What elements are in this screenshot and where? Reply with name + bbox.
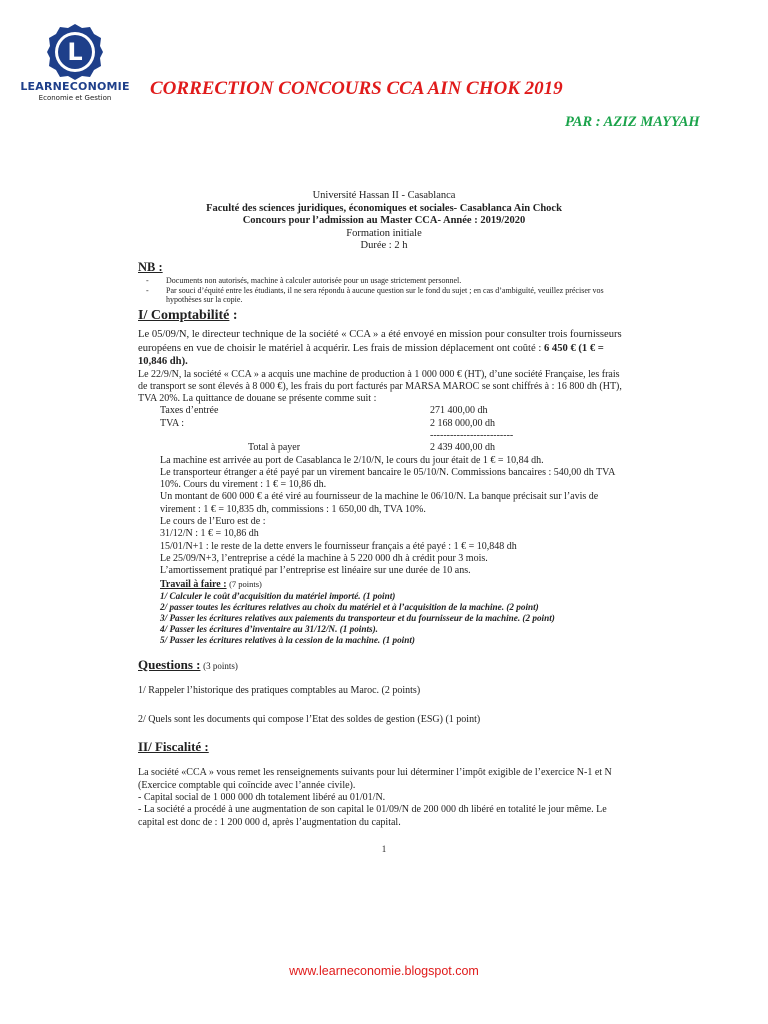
questions-points: (3 points) bbox=[203, 660, 238, 671]
tasks-title: Travail à faire : bbox=[160, 578, 227, 590]
nb-item: - Par souci d’équité entre les étudiants, il ne sera répondu à aucune question sur le fond du sujet ; en cas d’ambiguïté, veuillez préciser vos hypothèses sur la copie. bbox=[138, 286, 630, 305]
event-line: 15/01/N+1 : le reste de la dette envers le fournisseur français a été payé : 1 € = 10,848 dh bbox=[160, 540, 517, 552]
customs-label: Taxes d’entrée bbox=[160, 405, 219, 417]
fiscal-line: - La société a procédé à une augmentation de son capital le 01/09/N de 200 000 dh libéré en totalité le jour même. Le capital est donc de : 1 200 000 d, après l’augmentation du capital. bbox=[138, 804, 607, 828]
fiscal-line: La société «CCA » vous remet les renseignements suivants pour lui déterminer l’impôt exigible de l’exercice N-1 et N (Exercice comptable qui coïncide avec l’année civile). bbox=[138, 767, 612, 791]
nb-list bbox=[138, 276, 630, 305]
faculty-name: Faculté des sciences juridiques, économiques et sociales- Casablanca Ain Chock bbox=[206, 202, 562, 214]
paragraph-acquisition: Le 22/9/N, la société « CCA » a acquis une machine de production à 1 000 000 € (HT), d’une société Française, les frais de transport se sont élevés à 8 000 €), les frais du port facturés par MARSA MAROC se sont chiffrés à : 16 800 dh (HT), TVA 20%. La quittance de douane se présente comme suit : bbox=[138, 368, 622, 405]
fiscal-paragraphs bbox=[138, 767, 630, 828]
task-item bbox=[160, 624, 630, 635]
exam-name: Concours pour l’admission au Master CCA- Année : 2019/2020 bbox=[242, 215, 526, 226]
task-text: 4/ Passer les écritures d’inventaire au 31/12/N. bbox=[160, 623, 338, 634]
logo-name: LEARNECONOMIE bbox=[20, 80, 130, 93]
logo-letter: L bbox=[67, 38, 83, 66]
tasks-points: (7 points) bbox=[229, 578, 262, 589]
logo-badge-icon bbox=[45, 22, 105, 82]
paragraph-mission bbox=[138, 328, 630, 369]
fiscal-line: - Capital social de 1 000 000 dh totalement libéré au 01/01/N. bbox=[138, 792, 386, 804]
event-line: L’amortissement pratiqué par l’entreprise est linéaire sur une durée de 10 ans. bbox=[160, 565, 471, 577]
event-line: Le cours de l’Euro est de : bbox=[160, 516, 266, 528]
task-text: 3/ Passer les écritures relatives aux paiements du transporteur et du fournisseur de la machine. bbox=[160, 612, 521, 623]
task-points: (1 point) bbox=[382, 634, 415, 645]
customs-row bbox=[160, 418, 630, 430]
questions-title: Questions : bbox=[138, 656, 201, 672]
exam-document bbox=[138, 190, 630, 856]
task-text: 1/ Calculer le coût d’acquisition du matériel importé. bbox=[160, 590, 361, 601]
events-list bbox=[138, 455, 630, 646]
customs-label: TVA : bbox=[160, 417, 184, 429]
task-points: (2 point) bbox=[506, 601, 539, 612]
duration: Durée : 2 h bbox=[360, 240, 408, 251]
task-points: (1 points). bbox=[339, 623, 378, 634]
section-comptabilite-title bbox=[138, 309, 630, 323]
task-item bbox=[160, 613, 630, 624]
task-text: 5/ Passer les écritures relatives à la cession de la machine. bbox=[160, 634, 381, 645]
page-title: CORRECTION CONCOURS CCA AIN CHOK 2019 bbox=[150, 78, 563, 99]
page-number: 1 bbox=[381, 843, 387, 854]
nb-item: - Documents non autorisés, machine à calculer autorisée pour un usage strictement personnel. bbox=[138, 276, 630, 286]
section-fiscalite-title bbox=[138, 740, 630, 756]
formation: Formation initiale bbox=[346, 227, 422, 239]
nb-title: NB : bbox=[138, 259, 163, 274]
task-item bbox=[160, 602, 630, 613]
customs-total-label: Total à payer bbox=[248, 442, 301, 454]
event-line: Le 25/09/N+3, l’entreprise a cédé la machine à 5 220 000 dh à crédit pour 3 mois. bbox=[160, 552, 488, 564]
customs-receipt bbox=[138, 405, 630, 454]
footer-link[interactable]: www.learneconomie.blogspot.com bbox=[289, 964, 479, 978]
event-line: Un montant de 600 000 € a été viré au fournisseur de la machine le 06/10/N. La banque précisait sur l’avis de virement : 1 € = 10,835 dh, commissions : 1 650,00 dh, TVA 10%. bbox=[160, 491, 599, 515]
paragraph-mission-text: Le 05/09/N, le directeur technique de la société « CCA » a été envoyé en mission pour consulter trois fournisseurs européens en vue de choisir le matériel à acquérir. Les frais de mission déplacement ont coûté : bbox=[138, 329, 622, 354]
event-line: Le transporteur étranger a été payé par un virement bancaire le 05/10/N. Commissions bancaires : 540,00 dh TVA 10%. Cours du virement : 1 € = 10,86 dh. bbox=[160, 466, 615, 491]
task-points: (2 point) bbox=[522, 612, 555, 623]
task-points: (1 point) bbox=[362, 590, 396, 601]
event-line: 31/12/N : 1 € = 10,86 dh bbox=[160, 528, 259, 540]
paragraph-mission-amount: 6 450 € (1 € = 10,846 dh). bbox=[138, 342, 604, 367]
section-comptabilite-label: I/ Comptabilité bbox=[138, 307, 230, 323]
question-item: 2/ Quels sont les documents qui compose l’Etat des soldes de gestion (ESG) (1 point) bbox=[138, 713, 481, 725]
customs-total-value: 2 439 400,00 dh bbox=[430, 442, 495, 454]
logo-tagline: Economie et Gestion bbox=[38, 94, 112, 102]
section-colon: : bbox=[229, 307, 238, 323]
task-item bbox=[160, 591, 630, 602]
task-item bbox=[160, 635, 630, 646]
customs-separator: ------------------------- bbox=[430, 429, 514, 441]
tasks-heading bbox=[160, 578, 630, 591]
customs-value: 271 400,00 dh bbox=[430, 405, 488, 417]
customs-value: 2 168 000,00 dh bbox=[430, 417, 495, 429]
customs-row bbox=[160, 405, 630, 417]
question-item: 1/ Rappeler l’historique des pratiques comptables au Maroc. (2 points) bbox=[138, 685, 421, 697]
questions-heading bbox=[138, 658, 630, 674]
event-line: La machine est arrivée au port de Casablanca le 2/10/N, le cours du jour était de 1 € = 10,84 dh. bbox=[160, 454, 544, 466]
section-fiscalite-label: II/ Fiscalité : bbox=[138, 738, 209, 754]
customs-separator-row bbox=[160, 430, 630, 442]
author-line: PAR : AZIZ MAYYAH bbox=[565, 114, 700, 130]
task-text: 2/ passer toutes les écritures relatives au choix du matériel et à l’acquisition de la machine. bbox=[160, 601, 505, 612]
customs-total-row bbox=[160, 442, 630, 454]
university-name: Université Hassan II - Casablanca bbox=[312, 190, 456, 201]
